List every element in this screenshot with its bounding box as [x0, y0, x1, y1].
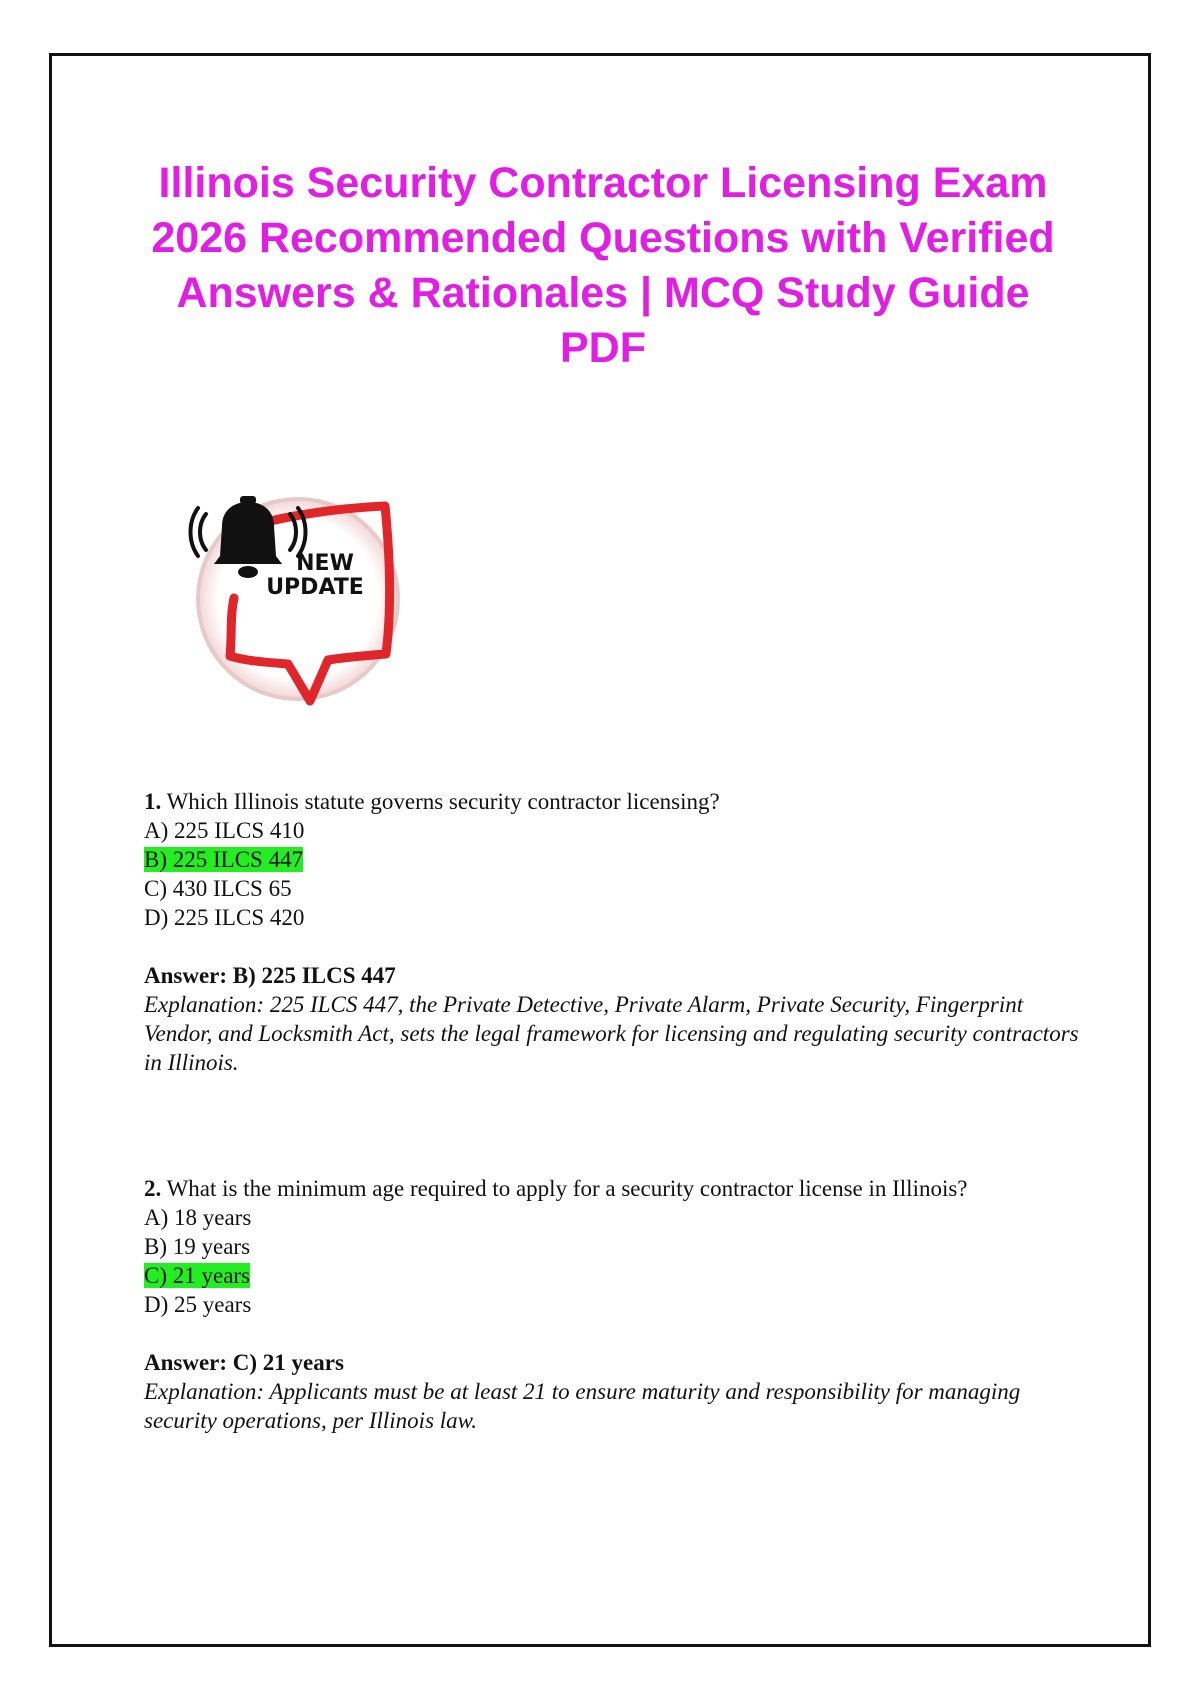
question-1-number: 1. [144, 789, 162, 814]
question-2-text [144, 1174, 1104, 1203]
question-1-prompt: Which Illinois statute governs security contractor licensing? [166, 789, 720, 814]
badge-line-update: UPDATE [266, 575, 364, 600]
question-2-option-a-text: A) 18 years [144, 1205, 252, 1230]
question-1-option-d-text: D) 225 ILCS 420 [144, 905, 305, 930]
question-1-option-a-text: A) 225 ILCS 410 [144, 818, 305, 843]
question-1-option-c [144, 874, 1104, 903]
question-2-explanation: Explanation: Applicants must be at least 21 to ensure maturity and responsibility for managing security operations, per Illinois law. [144, 1379, 1021, 1433]
new-update-badge [160, 466, 410, 736]
badge-line-new: NEW [296, 551, 354, 576]
question-1-option-d [144, 903, 1104, 932]
question-2-option-c [144, 1261, 1104, 1290]
question-1-answer: Answer: B) 225 ILCS 447 [144, 963, 396, 988]
question-1 [144, 787, 1104, 1077]
question-1-text [144, 787, 1104, 816]
question-1-option-a [144, 816, 1104, 845]
question-2-option-d [144, 1290, 1104, 1319]
question-2 [144, 1174, 1104, 1435]
question-2-number: 2. [144, 1176, 162, 1201]
document-page [49, 53, 1151, 1647]
question-1-option-b-text: B) 225 ILCS 447 [144, 847, 304, 872]
question-2-option-d-text: D) 25 years [144, 1292, 252, 1317]
question-1-option-b [144, 845, 1104, 874]
question-2-option-c-text: C) 21 years [144, 1263, 251, 1288]
question-2-prompt: What is the minimum age required to apply for a security contractor license in Illinois? [166, 1176, 968, 1201]
question-2-option-b-text: B) 19 years [144, 1234, 251, 1259]
question-1-option-c-text: C) 430 ILCS 65 [144, 876, 292, 901]
question-1-explanation: Explanation: 225 ILCS 447, the Private Detective, Private Alarm, Private Security, Fingerprint Vendor, and Locksmith Act, sets the legal framework for licensing and regulating security contractors in Illinois. [144, 992, 1079, 1075]
question-2-answer: Answer: C) 21 years [144, 1350, 344, 1375]
question-2-option-b [144, 1232, 1104, 1261]
question-2-option-a [144, 1203, 1104, 1232]
document-title: Illinois Security Contractor Licensing Exam 2026 Recommended Questions with Verified Answers & Rationales | MCQ Study Guide PDF [151, 159, 1055, 372]
